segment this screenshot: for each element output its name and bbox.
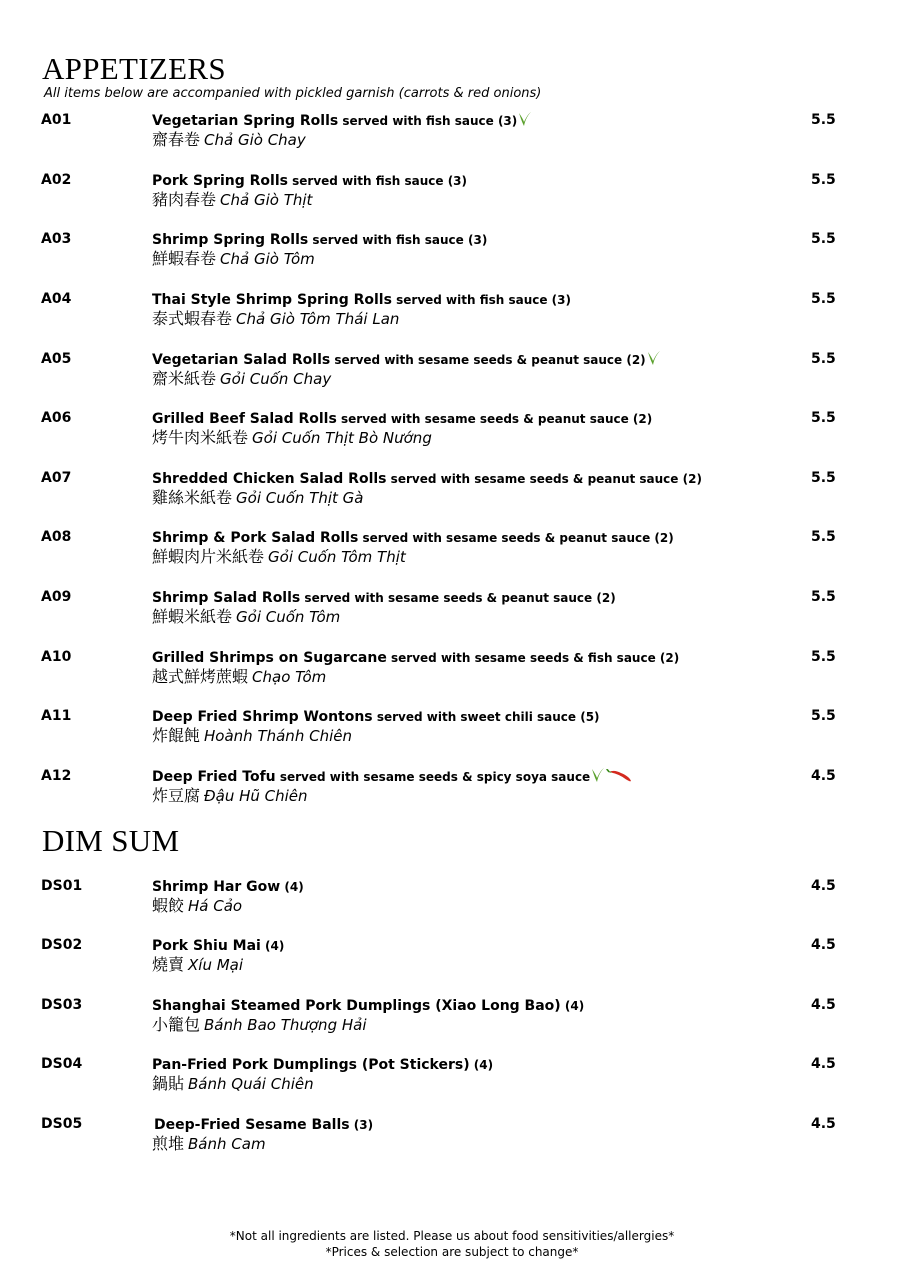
item-subtitle-line [152, 667, 326, 687]
item-title-line [152, 349, 661, 371]
menu-item-a11 [0, 706, 904, 750]
item-description: served with fish sauce (3) [338, 114, 518, 128]
menu-item-a05 [0, 349, 904, 393]
item-code: A10 [41, 649, 72, 665]
item-code: DS05 [41, 1116, 83, 1132]
item-name: Thai Style Shrimp Spring Rolls [152, 292, 392, 308]
item-chinese-name: 煎堆 [152, 1134, 185, 1153]
item-subtitle-line [152, 190, 312, 210]
item-vietnamese-name: Xíu Mại [188, 956, 244, 974]
item-name: Grilled Shrimps on Sugarcane [152, 650, 387, 666]
item-title-line [152, 766, 632, 788]
item-code: DS02 [41, 937, 83, 953]
item-chinese-name: 鮮蝦肉片米紙卷 [152, 547, 265, 566]
menu-item-a01 [0, 110, 904, 154]
item-name: Grilled Beef Salad Rolls [152, 411, 337, 427]
item-price: 5.5 [811, 649, 836, 665]
item-title-line [152, 647, 679, 668]
item-chinese-name: 鍋貼 [152, 1074, 185, 1093]
item-name: Shredded Chicken Salad Rolls [152, 471, 387, 487]
item-price: 4.5 [811, 937, 836, 953]
item-vietnamese-name: Bánh Quái Chiên [188, 1075, 314, 1093]
item-subtitle-line [152, 1015, 367, 1035]
item-name: Shrimp Har Gow [152, 879, 281, 895]
item-code: DS03 [41, 997, 83, 1013]
item-chinese-name: 蝦餃 [152, 896, 185, 915]
item-vietnamese-name: Bánh Cam [188, 1135, 266, 1153]
item-vietnamese-name: Gỏi Cuốn Thịt Gà [236, 489, 364, 507]
item-chinese-name: 小籠包 [152, 1015, 201, 1034]
menu-item-a06 [0, 408, 904, 452]
item-code: A02 [41, 172, 72, 188]
item-vietnamese-name: Gỏi Cuốn Tôm [236, 608, 341, 626]
item-code: A11 [41, 708, 72, 724]
menu-item-ds01 [0, 876, 904, 920]
item-subtitle-line [152, 547, 406, 567]
item-name: Shrimp & Pork Salad Rolls [152, 530, 359, 546]
menu-item-a10 [0, 647, 904, 691]
item-name: Pan-Fried Pork Dumplings (Pot Stickers) [152, 1057, 470, 1073]
item-price: 5.5 [811, 708, 836, 724]
item-subtitle-line [152, 130, 306, 150]
item-code: A09 [41, 589, 72, 605]
item-chinese-name: 齋春卷 [152, 130, 201, 149]
item-code: DS04 [41, 1056, 83, 1072]
vegetarian-leaf-icon [591, 767, 605, 788]
item-price: 5.5 [811, 410, 836, 426]
item-chinese-name: 雞絲米紙卷 [152, 488, 233, 507]
allergy-disclaimer: *Not all ingredients are listed. Please us about food sensitivities/allergies* [229, 1229, 675, 1243]
item-title-line [152, 110, 532, 132]
item-name: Vegetarian Salad Rolls [152, 352, 331, 368]
item-chinese-name: 越式鮮烤蔗蝦 [152, 667, 249, 686]
item-price: 5.5 [811, 112, 836, 128]
item-description: (4) [560, 999, 585, 1013]
item-chinese-name: 炸餛飩 [152, 726, 201, 745]
item-name: Shanghai Steamed Pork Dumplings (Xiao Long Bao) [152, 998, 561, 1014]
menu-item-ds05 [0, 1114, 904, 1158]
item-description: (4) [260, 939, 285, 953]
item-chinese-name: 鮮蝦春卷 [152, 249, 217, 268]
item-price: 5.5 [811, 291, 836, 307]
item-vietnamese-name: Chả Giò Chay [204, 131, 306, 149]
item-vietnamese-name: Bánh Bao Thượng Hải [204, 1016, 367, 1034]
item-price: 5.5 [811, 231, 836, 247]
item-subtitle-line [152, 428, 432, 448]
item-code: A07 [41, 470, 72, 486]
item-vietnamese-name: Chạo Tôm [252, 668, 327, 686]
item-description: served with sesame seeds & peanut sauce (2) [330, 353, 646, 367]
item-title-line [152, 170, 467, 191]
vegetarian-leaf-icon [647, 350, 661, 371]
item-title-line [152, 1054, 493, 1075]
dim-sum-title: DIM SUM [42, 823, 180, 858]
item-vietnamese-name: Há Cảo [188, 897, 243, 915]
price-disclaimer: *Prices & selection are subject to change* [325, 1245, 579, 1259]
item-subtitle-line [152, 726, 352, 746]
item-subtitle-line [152, 955, 243, 975]
item-description: served with fish sauce (3) [308, 233, 488, 247]
item-code: A05 [41, 351, 72, 367]
item-price: 5.5 [811, 589, 836, 605]
item-vietnamese-name: Gỏi Cuốn Thịt Bò Nướng [252, 429, 432, 447]
item-vietnamese-name: Chả Giò Tôm Thái Lan [236, 310, 400, 328]
item-description: served with sesame seeds & peanut sauce (2) [358, 531, 674, 545]
item-price: 4.5 [811, 1056, 836, 1072]
item-name: Shrimp Salad Rolls [152, 590, 301, 606]
item-title-line [152, 527, 674, 548]
item-title-line [152, 876, 304, 897]
item-vietnamese-name: Chả Giò Tôm [220, 250, 315, 268]
menu-item-a09 [0, 587, 904, 631]
item-title-line [152, 289, 571, 310]
item-description: served with sesame seeds & peanut sauce (2) [336, 412, 653, 426]
menu-item-ds03 [0, 995, 904, 1039]
item-subtitle-line [152, 488, 364, 508]
item-code: A01 [41, 112, 72, 128]
item-code: A06 [41, 410, 72, 426]
item-description: served with sweet chili sauce (5) [372, 710, 600, 724]
menu-item-a02 [0, 170, 904, 214]
item-title-line [152, 935, 284, 956]
item-name: Shrimp Spring Rolls [152, 232, 309, 248]
item-subtitle-line [152, 896, 242, 916]
item-code: A04 [41, 291, 72, 307]
item-price: 5.5 [811, 529, 836, 545]
menu-item-ds04 [0, 1054, 904, 1098]
item-code: A08 [41, 529, 72, 545]
item-code: DS01 [41, 878, 83, 894]
item-description: served with sesame seeds & peanut sauce (2) [300, 591, 616, 605]
item-description: (4) [280, 880, 304, 894]
item-description: served with fish sauce (3) [287, 174, 468, 188]
item-chinese-name: 豬肉春卷 [152, 190, 217, 209]
item-name: Vegetarian Spring Rolls [152, 113, 339, 129]
item-vietnamese-name: Hoành Thánh Chiên [204, 727, 352, 745]
item-price: 5.5 [811, 172, 836, 188]
item-description: (3) [349, 1118, 374, 1132]
item-description: served with sesame seeds & spicy soya sauce [275, 770, 591, 784]
item-subtitle-line [152, 249, 315, 269]
item-chinese-name: 燒賣 [152, 955, 185, 974]
item-title-line [152, 995, 584, 1016]
item-title-line [152, 587, 616, 608]
appetizers-title: APPETIZERS [42, 51, 226, 86]
item-description: served with fish sauce (3) [391, 293, 572, 307]
item-title-line [152, 706, 600, 727]
item-price: 5.5 [811, 470, 836, 486]
menu-item-a03 [0, 229, 904, 273]
menu-item-a08 [0, 527, 904, 571]
item-chinese-name: 齋米紙卷 [152, 369, 217, 388]
item-vietnamese-name: Gỏi Cuốn Tôm Thịt [268, 548, 406, 566]
item-code: A12 [41, 768, 72, 784]
menu-item-ds02 [0, 935, 904, 979]
item-vietnamese-name: Gỏi Cuốn Chay [220, 370, 332, 388]
item-price: 4.5 [811, 768, 836, 784]
item-title-line [154, 1114, 373, 1135]
vegetarian-leaf-icon [518, 111, 532, 132]
item-price: 5.5 [811, 351, 836, 367]
item-price: 4.5 [811, 878, 836, 894]
item-subtitle-line [152, 1074, 314, 1094]
item-price: 4.5 [811, 1116, 836, 1132]
item-chinese-name: 鮮蝦米紙卷 [152, 607, 233, 626]
item-subtitle-line [152, 1134, 266, 1154]
menu-item-a07 [0, 468, 904, 512]
item-subtitle-line [152, 309, 399, 329]
item-description: served with sesame seeds & peanut sauce (2) [386, 472, 702, 486]
item-price: 4.5 [811, 997, 836, 1013]
item-chinese-name: 泰式蝦春卷 [152, 309, 233, 328]
menu-item-a04 [0, 289, 904, 333]
item-chinese-name: 炸豆腐 [152, 786, 201, 805]
item-vietnamese-name: Đậu Hũ Chiên [204, 787, 308, 805]
item-chinese-name: 烤牛肉米紙卷 [152, 428, 249, 447]
item-name: Pork Shiu Mai [152, 938, 261, 954]
item-title-line [152, 229, 487, 250]
item-subtitle-line [152, 786, 308, 806]
item-vietnamese-name: Chả Giò Thịt [220, 191, 313, 209]
item-subtitle-line [152, 369, 331, 389]
menu-item-a12 [0, 766, 904, 810]
item-name: Deep-Fried Sesame Balls [154, 1117, 350, 1133]
item-code: A03 [41, 231, 72, 247]
appetizers-note: All items below are accompanied with pickled garnish (carrots & red onions) [44, 86, 542, 101]
item-name: Pork Spring Rolls [152, 173, 288, 189]
item-description: served with sesame seeds & fish sauce (2) [386, 651, 680, 665]
item-name: Deep Fried Shrimp Wontons [152, 709, 373, 725]
item-title-line [152, 468, 702, 489]
item-name: Deep Fried Tofu [152, 769, 276, 785]
chili-pepper-icon [606, 768, 632, 788]
item-description: (4) [469, 1058, 494, 1072]
item-title-line [152, 408, 652, 429]
item-subtitle-line [152, 607, 340, 627]
